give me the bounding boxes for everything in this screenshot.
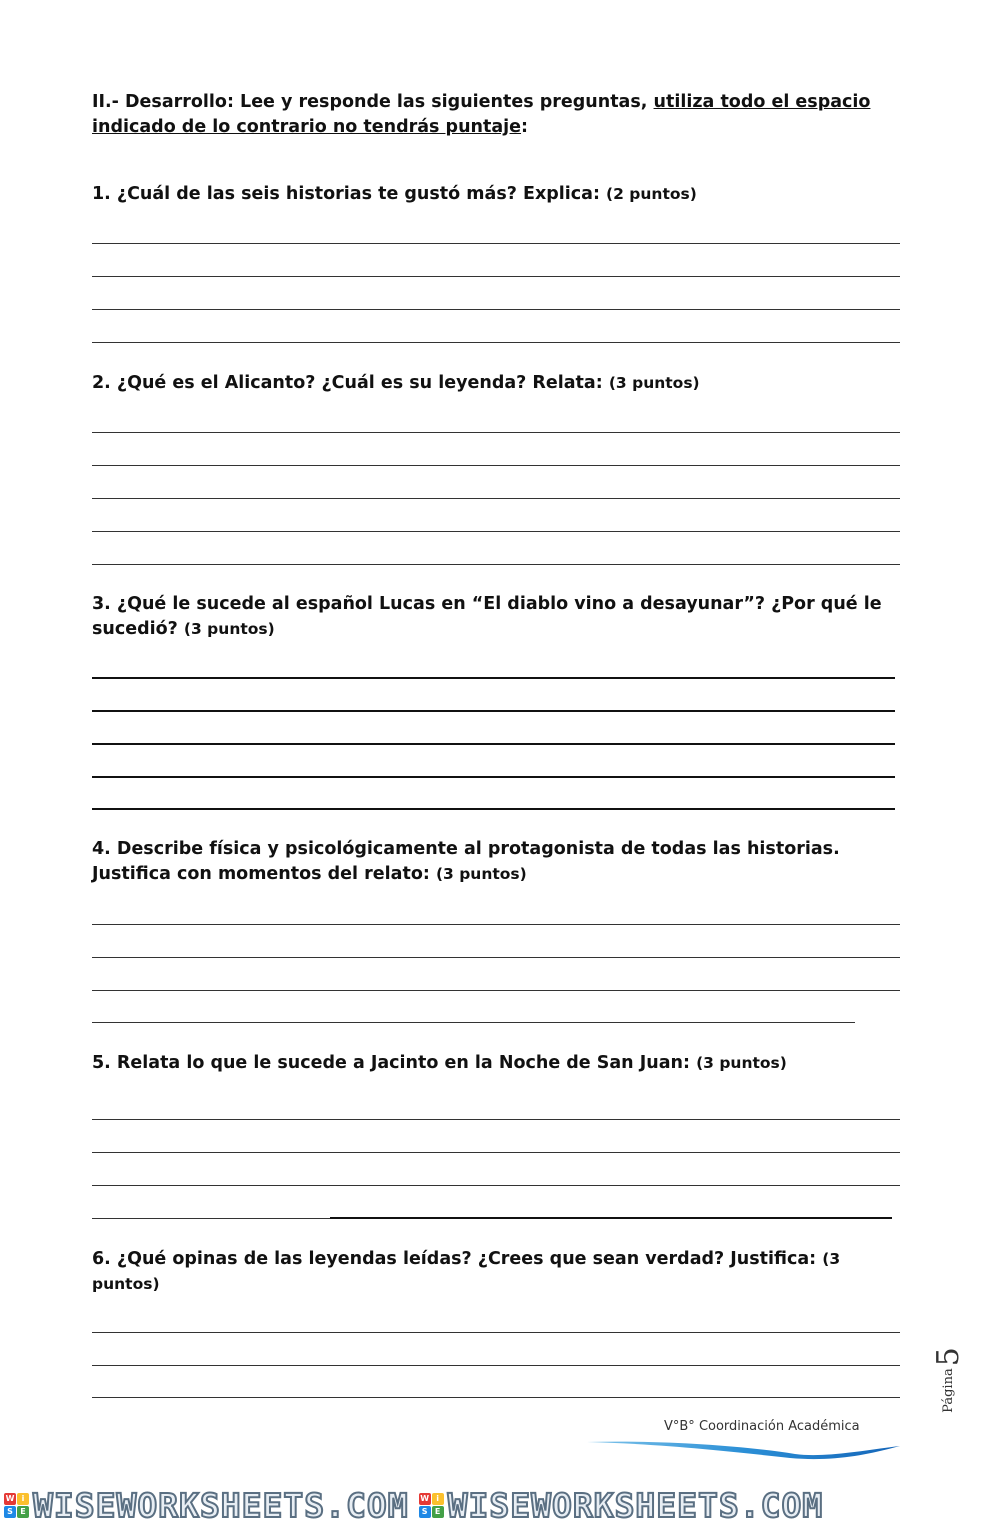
watermark-unit <box>415 1486 824 1525</box>
watermark-unit <box>0 1486 409 1525</box>
question-points: (3 puntos) <box>696 1054 787 1072</box>
answer-line[interactable] <box>92 1152 900 1153</box>
question-6: 6. ¿Qué opinas de las leyendas leídas? ¿Crees que sean verdad? Justifica: (3 puntos) <box>92 1249 841 1293</box>
answer-line[interactable] <box>92 243 900 244</box>
page-label: Página <box>940 1368 956 1413</box>
question-points: (2 puntos) <box>606 185 697 203</box>
question-points: (3 puntos) <box>608 374 700 392</box>
answer-line[interactable] <box>92 1119 900 1120</box>
worksheets-logo-icon: W i S E <box>419 1493 444 1518</box>
question-3: 3. ¿Qué le sucede al español Lucas en “El diablo vino a desayunar”? ¿Por qué le sucedió? (3 puntos) <box>92 594 882 639</box>
page-number-value: 5 <box>930 1347 966 1367</box>
answer-line[interactable] <box>92 1332 900 1333</box>
worksheets-logo-icon: W i S E <box>4 1493 29 1518</box>
watermark-text: WISEWORKSHEETS.COM <box>447 1485 824 1525</box>
swoosh-decoration <box>585 1436 905 1462</box>
answer-line[interactable] <box>92 1185 900 1186</box>
answer-line[interactable] <box>92 465 900 466</box>
coordination-signature: V°B° Coordinación Académica <box>664 1419 860 1434</box>
heading-underlined: utiliza todo el espacio indicado de lo contrario no tendrás puntaje <box>92 92 871 137</box>
page-number <box>918 1340 978 1420</box>
answer-line[interactable] <box>92 342 900 343</box>
question-2: 2. ¿Qué es el Alicanto? ¿Cuál es su leyenda? Relata: (3 puntos) <box>92 373 700 393</box>
answer-line[interactable] <box>92 309 900 310</box>
answer-line[interactable] <box>330 1217 892 1219</box>
answer-line[interactable] <box>92 743 895 745</box>
watermark-banner <box>0 1485 1000 1525</box>
watermark-text: WISEWORKSHEETS.COM <box>33 1485 409 1525</box>
question-points: (3 puntos) <box>435 865 527 883</box>
question-4: 4. Describe física y psicológicamente al protagonista de todas las historias. Justifica con momentos del relato: (3 puntos) <box>92 839 840 884</box>
answer-line[interactable] <box>92 498 900 499</box>
answer-line[interactable] <box>92 564 900 565</box>
section-heading: II.- Desarrollo: Lee y responde las siguientes preguntas, utiliza todo el espacio indicado de lo contrario no tendrás puntaje: <box>92 92 871 137</box>
answer-line[interactable] <box>92 957 900 958</box>
question-5: 5. Relata lo que le sucede a Jacinto en la Noche de San Juan: (3 puntos) <box>92 1053 787 1073</box>
answer-line[interactable] <box>92 1218 330 1219</box>
answer-line[interactable] <box>92 776 895 778</box>
answer-line[interactable] <box>92 924 900 925</box>
answer-line[interactable] <box>92 677 895 679</box>
answer-line[interactable] <box>92 808 895 810</box>
question-1: 1. ¿Cuál de las seis historias te gustó más? Explica: (2 puntos) <box>92 184 697 204</box>
question-points: (3 puntos) <box>183 620 275 638</box>
answer-line[interactable] <box>92 432 900 433</box>
question-points: (3 puntos) <box>92 1250 841 1293</box>
answer-line[interactable] <box>92 531 900 532</box>
answer-line[interactable] <box>92 710 895 712</box>
answer-line[interactable] <box>92 1365 900 1366</box>
answer-line[interactable] <box>92 990 900 991</box>
answer-line[interactable] <box>92 1022 855 1023</box>
answer-line[interactable] <box>92 276 900 277</box>
answer-line[interactable] <box>92 1397 900 1398</box>
